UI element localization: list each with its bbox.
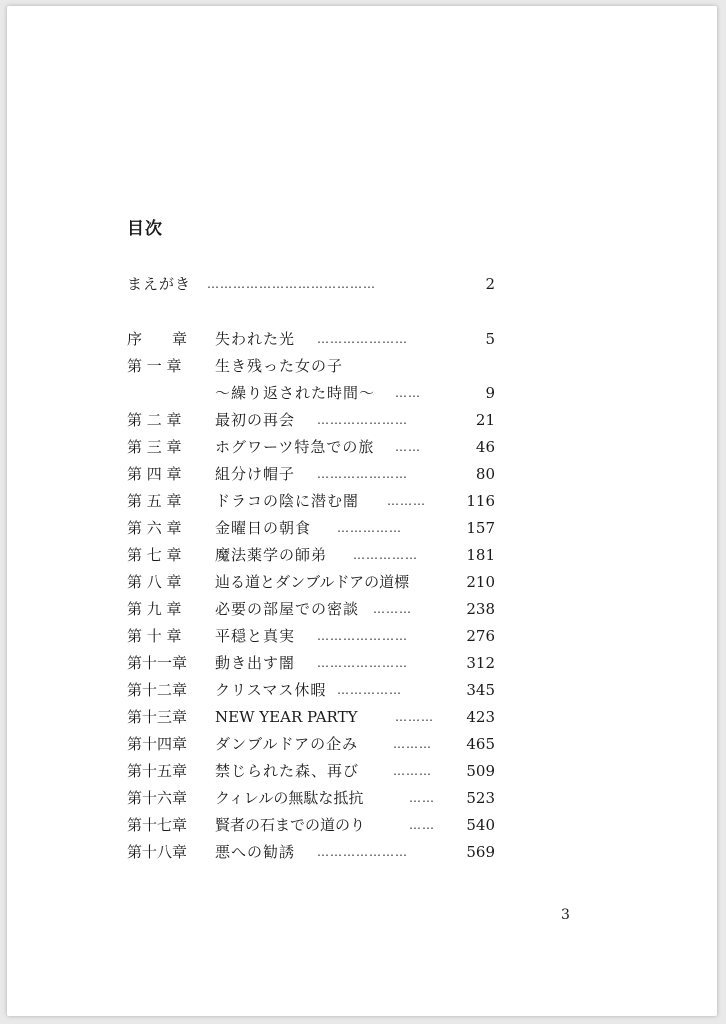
toc-chapter-number: 第十一章 <box>127 654 188 672</box>
toc-page-number: 423 <box>466 708 495 726</box>
toc-chapter-title: 生き残った女の子 <box>215 357 344 375</box>
toc-page-number: 345 <box>466 681 495 699</box>
toc-leader-dots: ……… <box>393 737 432 751</box>
toc-chapter-title: 賢者の石までの道のり <box>215 816 366 834</box>
toc-chapter-title: 禁じられた森、再び <box>215 762 360 780</box>
toc-page-number: 46 <box>475 438 495 456</box>
toc-leader-dots: ……… <box>373 602 412 616</box>
toc-page-number: 80 <box>475 465 495 483</box>
toc-chapter-number: 第十二章 <box>127 681 188 699</box>
toc-leader-dots: …… <box>409 818 435 832</box>
toc-chapter-title: NEW YEAR PARTY <box>215 708 358 726</box>
toc-chapter-title: 悪への勧誘 <box>215 843 296 861</box>
toc-chapter-number: 序 章 <box>127 330 188 348</box>
toc-chapter-title: 〜繰り返された時間〜 <box>215 384 376 402</box>
toc-chapter-number: 第 二 章 <box>127 411 182 429</box>
toc-page-number: 509 <box>466 762 495 780</box>
toc-preface-title: まえがき <box>127 275 192 293</box>
toc-leader-dots: ………………… <box>317 332 408 346</box>
toc-chapter-number: 第 五 章 <box>127 492 182 510</box>
toc-page-number: 465 <box>466 735 495 753</box>
toc-chapter-number: 第十四章 <box>127 735 188 753</box>
toc-leader-dots: …………… <box>337 521 402 535</box>
toc-chapter-title: クィレルの無駄な抵抗 <box>215 789 364 807</box>
toc-chapter-number: 第 七 章 <box>127 546 182 564</box>
toc-chapter-number: 第十八章 <box>127 843 188 861</box>
toc-leader-dots: ………………… <box>317 629 408 643</box>
toc-leader-dots: ………………… <box>317 845 408 859</box>
toc-leader-dots: ………………… <box>317 656 408 670</box>
toc-chapter-number: 第 三 章 <box>127 438 182 456</box>
toc-chapter-title: 失われた光 <box>215 330 296 348</box>
toc-page-number: 21 <box>475 411 495 429</box>
toc-chapter-title: 平穏と真実 <box>215 627 296 645</box>
toc-chapter-number: 第 一 章 <box>127 357 182 375</box>
toc-chapter-number: 第 八 章 <box>127 573 182 591</box>
toc-page-number: 9 <box>485 384 495 402</box>
document-page <box>7 6 717 1016</box>
toc-leader-dots: …… <box>395 440 421 454</box>
toc-page-number: 569 <box>466 843 495 861</box>
toc-page-number: 210 <box>466 573 495 591</box>
toc-chapter-number: 第十五章 <box>127 762 188 780</box>
toc-page-number: 2 <box>485 275 495 293</box>
toc-chapter-title: 魔法薬学の師弟 <box>215 546 328 564</box>
toc-page-number: 157 <box>466 519 495 537</box>
toc-chapter-number: 第十七章 <box>127 816 188 834</box>
toc-page-number: 181 <box>466 546 495 564</box>
toc-page-number: 5 <box>485 330 495 348</box>
toc-page-number: 238 <box>466 600 495 618</box>
toc-leader-dots: ……… <box>387 494 426 508</box>
toc-chapter-number: 第 六 章 <box>127 519 182 537</box>
toc-chapter-title: 辿る道とダンブルドアの道標 <box>215 573 410 591</box>
toc-chapter-title: ドラコの陰に潜む闇 <box>215 492 360 510</box>
toc-leader-dots: ………………………………… <box>207 277 376 291</box>
toc-page-number: 523 <box>466 789 495 807</box>
toc-chapter-number: 第十六章 <box>127 789 188 807</box>
toc-page-number: 540 <box>466 816 495 834</box>
toc-leader-dots: ………………… <box>317 467 408 481</box>
toc-page-number: 116 <box>466 492 495 510</box>
toc-leader-dots: ………………… <box>317 413 408 427</box>
toc-leader-dots: …………… <box>337 683 402 697</box>
toc-leader-dots: …………… <box>353 548 418 562</box>
toc-chapter-number: 第 四 章 <box>127 465 182 483</box>
toc-page-number: 276 <box>466 627 495 645</box>
toc-chapter-number: 第 九 章 <box>127 600 182 618</box>
toc-chapter-title: 必要の部屋での密談 <box>215 600 360 618</box>
toc-leader-dots: …… <box>395 386 421 400</box>
toc-chapter-number: 第十三章 <box>127 708 188 726</box>
toc-chapter-title: 動き出す闇 <box>215 654 296 672</box>
toc-chapter-title: ホグワーツ特急での旅 <box>215 438 375 456</box>
toc-heading: 目次 <box>127 219 163 239</box>
page-number: 3 <box>561 907 570 923</box>
toc-chapter-title: 組分け帽子 <box>215 465 296 483</box>
toc-chapter-title: 金曜日の朝食 <box>215 519 312 537</box>
toc-page-number: 312 <box>466 654 495 672</box>
toc-chapter-title: クリスマス休暇 <box>215 681 327 699</box>
toc-leader-dots: …… <box>409 791 435 805</box>
toc-leader-dots: ……… <box>393 764 432 778</box>
toc-chapter-title: 最初の再会 <box>215 411 296 429</box>
toc-chapter-title: ダンブルドアの企み <box>215 735 359 753</box>
toc-leader-dots: ……… <box>395 710 434 724</box>
toc-chapter-number: 第 十 章 <box>127 627 182 645</box>
